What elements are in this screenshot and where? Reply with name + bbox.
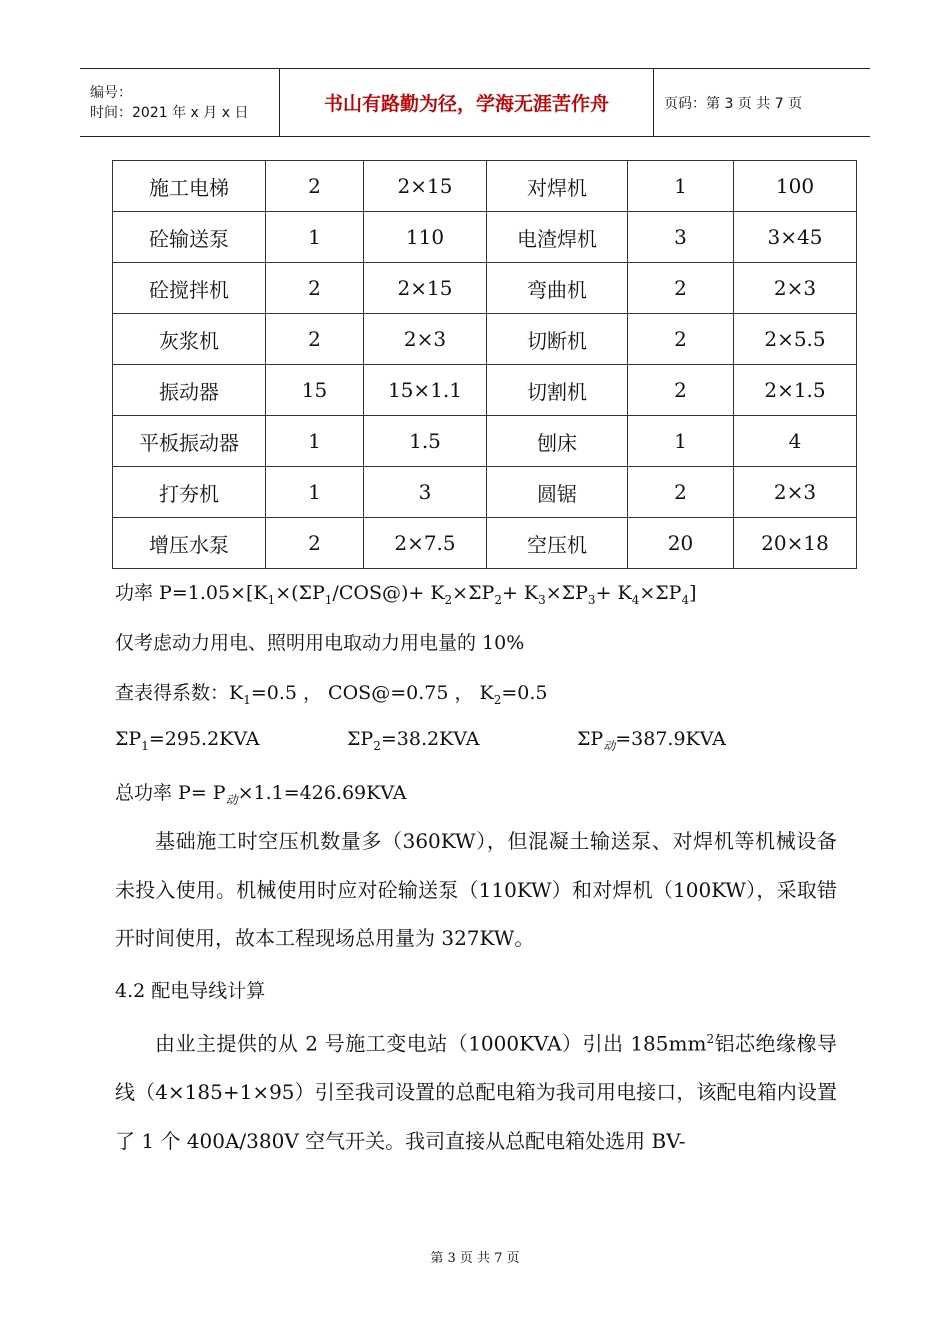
formula-part: /COS@)+ K	[332, 582, 445, 604]
formula-sub: 2	[494, 592, 502, 607]
table-cell: 20	[628, 518, 734, 569]
section-title: 4.2 配电导线计算	[115, 980, 266, 1002]
sum-value: =295.2KVA	[148, 728, 260, 750]
note-line: 仅考虑动力用电、照明用电取动力用电量的 10%	[115, 632, 525, 654]
table-cell: 4	[734, 416, 857, 467]
table-cell: 15×1.1	[364, 365, 487, 416]
table-cell: 砼输送泵	[113, 212, 266, 263]
table-cell: 2×3	[734, 467, 857, 518]
table-row	[113, 416, 857, 467]
page-header	[80, 68, 870, 137]
table-cell: 2	[628, 365, 734, 416]
table-cell: 20×18	[734, 518, 857, 569]
table-cell: 1	[628, 161, 734, 212]
table-cell: 灰浆机	[113, 314, 266, 365]
table-cell: 刨床	[487, 416, 628, 467]
table-cell: 2	[628, 314, 734, 365]
coeff-part: =0.5	[501, 682, 548, 704]
sum-sub: 2	[373, 738, 381, 753]
table-cell: 弯曲机	[487, 263, 628, 314]
table-cell: 1	[628, 416, 734, 467]
table-cell: 对焊机	[487, 161, 628, 212]
total-sub: 动	[225, 792, 238, 807]
table-cell: 2×3	[734, 263, 857, 314]
equipment-table	[112, 160, 857, 569]
table-cell: 打夯机	[113, 467, 266, 518]
table-cell: 1	[266, 212, 364, 263]
table-cell: 2	[266, 263, 364, 314]
sum-sub: 1	[141, 738, 149, 753]
sum-label: ΣP	[577, 728, 604, 750]
table-cell: 平板振动器	[113, 416, 266, 467]
table-cell: 2×15	[364, 161, 487, 212]
table-row	[113, 212, 857, 263]
table-cell: 1.5	[364, 416, 487, 467]
table-row	[113, 467, 857, 518]
sum-value: =387.9KVA	[615, 728, 726, 750]
header-page-info: 页码：第 3 页 共 7 页	[664, 95, 803, 112]
table-cell: 100	[734, 161, 857, 212]
sum-line	[115, 728, 835, 754]
equipment-table-body	[113, 161, 857, 569]
table-cell: 切断机	[487, 314, 628, 365]
formula-part: ]	[689, 582, 697, 604]
formula-sub: 1	[324, 592, 333, 607]
table-row	[113, 518, 857, 569]
header-meta	[80, 69, 280, 136]
table-row	[113, 263, 857, 314]
formula-sub: 4	[681, 592, 690, 607]
table-cell: 圆锯	[487, 467, 628, 518]
formula-part: ×ΣP	[639, 582, 682, 604]
sum-p1	[115, 728, 347, 754]
table-cell: 振动器	[113, 365, 266, 416]
total-label: 总功率 P= P	[115, 782, 226, 804]
formula-sub: 2	[444, 592, 453, 607]
coeff-sub: 1	[243, 692, 251, 707]
table-cell: 3	[628, 212, 734, 263]
paragraph-wiring	[115, 1015, 837, 1165]
sum-pdong	[577, 728, 726, 754]
sum-p2	[347, 728, 577, 754]
page-footer: 第 3 页 共 7 页	[430, 1251, 520, 1266]
formula-part: ×ΣP	[452, 582, 495, 604]
sum-sub: 动	[603, 738, 616, 753]
formula-sub: 4	[631, 592, 640, 607]
total-value: ×1.1=426.69KVA	[237, 782, 407, 804]
table-cell: 2	[266, 518, 364, 569]
table-cell: 施工电梯	[113, 161, 266, 212]
coeff-sub: 2	[493, 692, 502, 707]
table-cell: 2×7.5	[364, 518, 487, 569]
sum-label: ΣP	[347, 728, 374, 750]
table-cell: 1	[266, 416, 364, 467]
table-cell: 3×45	[734, 212, 857, 263]
table-cell: 电渣焊机	[487, 212, 628, 263]
table-cell: 2	[266, 314, 364, 365]
formula-part: ×ΣP	[545, 582, 588, 604]
sum-label: ΣP	[115, 728, 142, 750]
formula-part: ×(ΣP	[275, 582, 325, 604]
wiring-text-a: 由业主提供的从 2 号施工变电站（1000KVA）引出 185mm	[155, 1031, 707, 1056]
power-formula	[115, 578, 697, 607]
formula-part: + K	[595, 582, 632, 604]
table-cell: 2×3	[364, 314, 487, 365]
wiring-text-b: 铝芯绝缘橡导线（4×185+1×95）引至我司设置的总配电箱为我司用电接口，该配电箱内设置了 1 个 400A/380V 空气开关。我司直接从总配电箱处选用 BV-	[115, 1031, 837, 1153]
header-motto: 书山有路勤为径，学海无涯苦作舟	[280, 69, 654, 136]
coefficient-line	[115, 678, 547, 707]
paragraph-foundation: 基础施工时空压机数量多（360KW），但混凝土输送泵、对焊机等机械设备未投入使用。机械使用时应对砼输送泵（110KW）和对焊机（100KW），采取错开时间使用，故本工程现场总用量为 327KW。	[115, 829, 837, 950]
table-row	[113, 314, 857, 365]
table-cell: 2×15	[364, 263, 487, 314]
table-cell: 2×1.5	[734, 365, 857, 416]
table-cell: 2	[266, 161, 364, 212]
coeff-part: 查表得系数：K	[115, 682, 244, 704]
table-row	[113, 161, 857, 212]
table-cell: 切割机	[487, 365, 628, 416]
table-cell: 15	[266, 365, 364, 416]
table-cell: 砼搅拌机	[113, 263, 266, 314]
formula-sub: 1	[267, 592, 276, 607]
formula-part: + K	[501, 582, 539, 604]
table-cell: 110	[364, 212, 487, 263]
coeff-part: =0.5 ， COS@=0.75 ， K	[250, 682, 494, 704]
table-cell: 空压机	[487, 518, 628, 569]
table-cell: 2	[628, 467, 734, 518]
formula-part: 功率 P=1.05×[K	[115, 582, 268, 604]
sum-value: =38.2KVA	[380, 728, 480, 750]
formula-sub: 3	[587, 592, 596, 607]
table-cell: 2	[628, 263, 734, 314]
date-label: 时间：2021 年 x 月 x 日	[90, 104, 249, 121]
table-row	[113, 365, 857, 416]
wiring-sup: 2	[706, 1032, 715, 1046]
serial-label: 编号：	[90, 84, 132, 101]
formula-sub: 3	[538, 592, 546, 607]
table-cell: 3	[364, 467, 487, 518]
table-cell: 1	[266, 467, 364, 518]
table-cell: 增压水泵	[113, 518, 266, 569]
total-power-line	[115, 778, 406, 808]
table-cell: 2×5.5	[734, 314, 857, 365]
